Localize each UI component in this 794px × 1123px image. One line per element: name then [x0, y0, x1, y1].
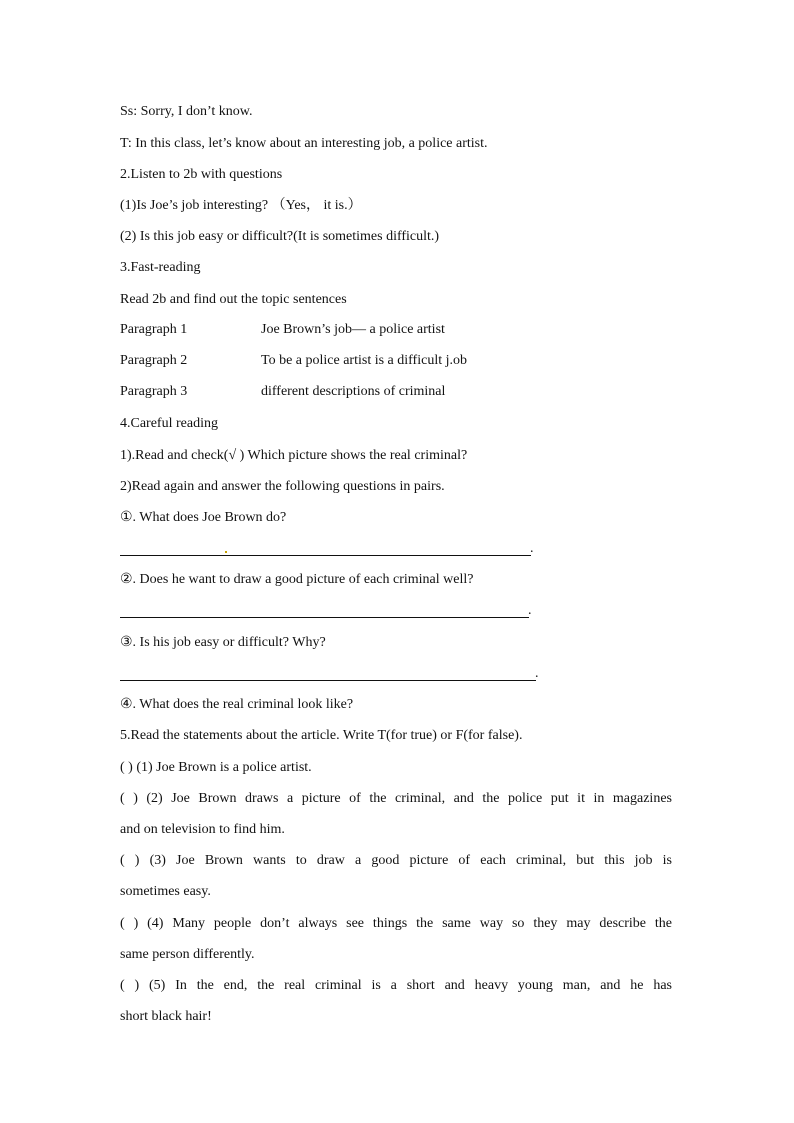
- statement-3-continued: sometimes easy.: [120, 884, 211, 899]
- paragraph-label: Paragraph 1: [120, 322, 188, 337]
- answer-line-2[interactable]: [120, 617, 529, 618]
- marker-dot: [225, 551, 227, 553]
- statement-5: ( ) (5) In the end, the real criminal is a short and heavy young man, and he has: [120, 978, 672, 993]
- paragraph-topic: To be a police artist is a difficult j.ob: [261, 353, 467, 368]
- question-1: ①. What does Joe Brown do?: [120, 510, 287, 525]
- careful-task-2: 2)Read again and answer the following questions in pairs.: [120, 479, 445, 494]
- answer-line-period: .: [528, 603, 532, 618]
- paragraph-topic: different descriptions of criminal: [261, 384, 446, 399]
- careful-task-1: 1).Read and check(√ ) Which picture shows the real criminal?: [120, 448, 468, 463]
- answer-line-3[interactable]: [120, 680, 536, 681]
- step-fast-reading-heading: 3.Fast-reading: [120, 260, 201, 275]
- answer-line-period: .: [530, 541, 534, 556]
- listen-question-1: (1)Is Joe’s job interesting? （Yes， it is.）: [120, 198, 362, 213]
- question-3: ③. Is his job easy or difficult? Why?: [120, 635, 326, 650]
- statement-2-continued: and on television to find him.: [120, 822, 285, 837]
- step-statements-heading: 5.Read the statements about the article. Write T(for true) or F(for false).: [120, 728, 523, 743]
- paragraph-topic: Joe Brown’s job— a police artist: [261, 322, 445, 337]
- answer-line-1[interactable]: [120, 555, 531, 556]
- question-2: ②. Does he want to draw a good picture of each criminal well?: [120, 572, 474, 587]
- statement-4: ( ) (4) Many people don’t always see things the same way so they may describe the: [120, 916, 672, 931]
- statement-5-continued: short black hair!: [120, 1009, 212, 1024]
- step-careful-reading-heading: 4.Careful reading: [120, 416, 218, 431]
- step-listen-heading: 2.Listen to 2b with questions: [120, 167, 283, 182]
- listen-question-2: (2) Is this job easy or difficult?(It is sometimes difficult.): [120, 229, 440, 244]
- question-4: ④. What does the real criminal look like?: [120, 697, 354, 712]
- fast-reading-instruction: Read 2b and find out the topic sentences: [120, 292, 347, 307]
- paragraph-label: Paragraph 2: [120, 353, 188, 368]
- statement-1: ( ) (1) Joe Brown is a police artist.: [120, 760, 312, 775]
- dialogue-teacher: T: In this class, let’s know about an interesting job, a police artist.: [120, 136, 488, 151]
- answer-line-period: .: [535, 666, 539, 681]
- paragraph-label: Paragraph 3: [120, 384, 188, 399]
- statement-4-continued: same person differently.: [120, 947, 255, 962]
- dialogue-student: Ss: Sorry, I don’t know.: [120, 104, 253, 119]
- statement-2: ( ) (2) Joe Brown draws a picture of the criminal, and the police put it in magazines: [120, 791, 672, 806]
- statement-3: ( ) (3) Joe Brown wants to draw a good picture of each criminal, but this job is: [120, 853, 672, 868]
